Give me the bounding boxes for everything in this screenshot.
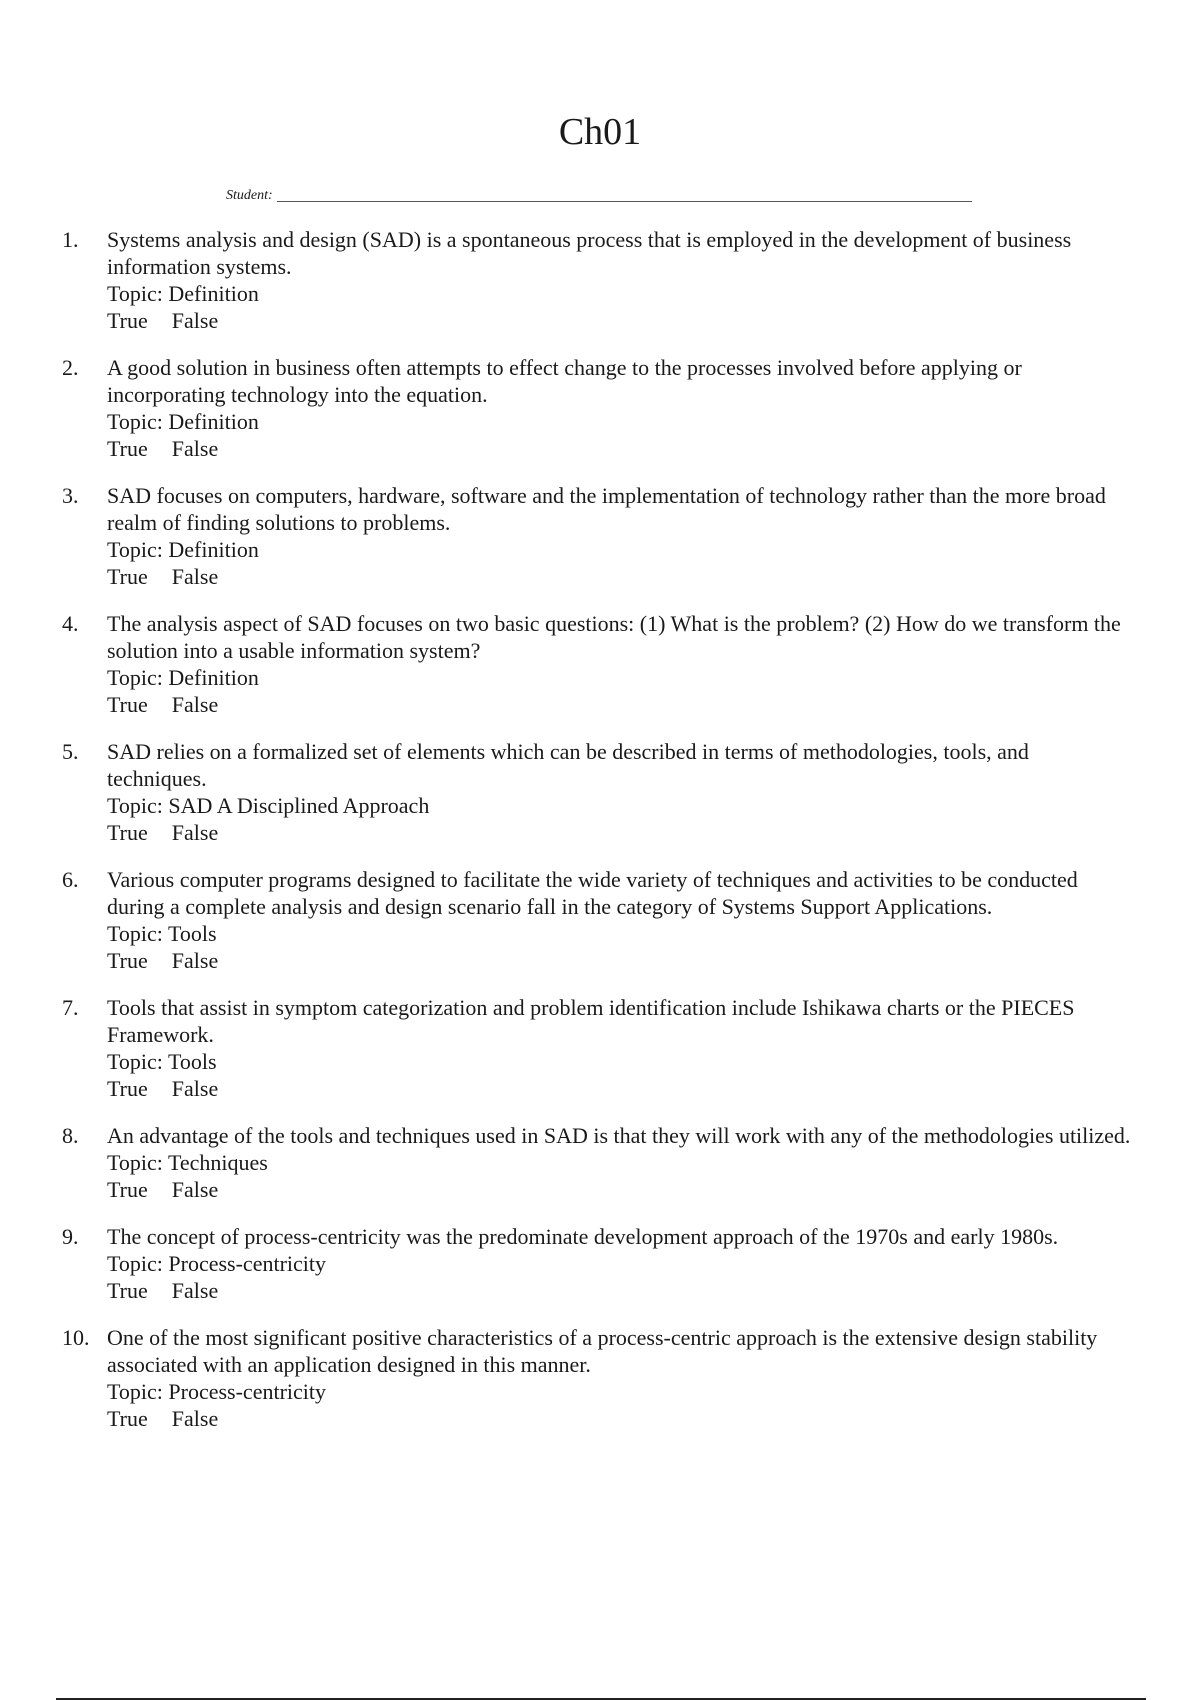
answer-false[interactable]: False [171,1177,219,1202]
question-number: 8. [62,1123,79,1148]
question-item [62,994,1132,1102]
question-item [62,482,1132,590]
answer-false[interactable]: False [171,1278,219,1303]
question-number: 9. [62,1224,79,1249]
question-body [107,866,1132,974]
answer-true[interactable]: True [107,948,148,973]
question-text: SAD focuses on computers, hardware, software and the implementation of technology rather than the more broad realm of finding solutions to problems. [107,483,1106,535]
question-text: An advantage of the tools and techniques used in SAD is that they will work with any of the methodologies utilized. [107,1123,1131,1148]
answer-false[interactable]: False [171,1406,219,1431]
question-number: 6. [62,867,79,892]
question-item [62,226,1132,334]
answer-true[interactable]: True [107,1278,148,1303]
answer-options [107,563,1132,590]
question-body [107,354,1132,462]
question-number: 3. [62,483,79,508]
question-body [107,226,1132,334]
question-item [62,738,1132,846]
answer-true[interactable]: True [107,1177,148,1202]
answer-options [107,435,1132,462]
question-topic: Topic: Tools [107,921,217,946]
question-topic: Topic: Process-centricity [107,1251,327,1276]
question-number: 2. [62,355,79,380]
question-number: 4. [62,611,79,636]
question-item [62,354,1132,462]
page-title: Ch01 [558,111,642,153]
answer-false[interactable]: False [171,1076,219,1101]
question-body [107,1122,1132,1203]
answer-false[interactable]: False [171,564,219,589]
answer-true[interactable]: True [107,308,148,333]
answer-options [107,1176,1132,1203]
question-topic: Topic: Techniques [107,1150,268,1175]
answer-false[interactable]: False [171,820,219,845]
answer-options [107,307,1132,334]
question-topic: Topic: Definition [107,409,259,434]
answer-true[interactable]: True [107,1406,148,1431]
question-text: Various computer programs designed to facilitate the wide variety of techniques and activities to be conducted during a complete analysis and design scenario fall in the category of Systems Support Applications. [107,867,1078,919]
question-body [107,738,1132,846]
answer-false[interactable]: False [171,308,219,333]
question-item [62,610,1132,718]
question-item [62,1122,1132,1203]
question-number: 5. [62,739,79,764]
answer-options [107,691,1132,718]
question-body [107,610,1132,718]
question-text: Systems analysis and design (SAD) is a spontaneous process that is employed in the development of business information systems. [107,227,1072,279]
question-topic: Topic: Process-centricity [107,1379,327,1404]
question-body [107,482,1132,590]
question-topic: Topic: Definition [107,281,259,306]
answer-options [107,1277,1132,1304]
question-text: The analysis aspect of SAD focuses on two basic questions: (1) What is the problem? (2) How do we transform the solution into a usable information system? [107,611,1121,663]
answer-true[interactable]: True [107,692,148,717]
student-name-line[interactable] [277,187,972,202]
question-text: A good solution in business often attempts to effect change to the processes involved before applying or incorporating technology into the equation. [107,355,1022,407]
answer-true[interactable]: True [107,820,148,845]
question-topic: Topic: SAD A Disciplined Approach [107,793,430,818]
question-item [62,1324,1132,1432]
question-text: SAD relies on a formalized set of elements which can be described in terms of methodologies, tools, and techniques. [107,739,1029,791]
answer-options [107,947,1132,974]
answer-true[interactable]: True [107,1076,148,1101]
question-number: 10. [62,1325,90,1350]
answer-false[interactable]: False [171,436,219,461]
answer-options [107,1075,1132,1102]
question-number: 7. [62,995,79,1020]
answer-false[interactable]: False [171,948,219,973]
question-text: The concept of process-centricity was the predominate development approach of the 1970s and early 1980s. [107,1224,1059,1249]
question-number: 1. [62,227,79,252]
question-topic: Topic: Definition [107,665,259,690]
question-body [107,1324,1132,1432]
question-body [107,1223,1132,1304]
answer-true[interactable]: True [107,564,148,589]
question-list [62,226,1132,1452]
question-topic: Topic: Definition [107,537,259,562]
question-topic: Topic: Tools [107,1049,217,1074]
answer-false[interactable]: False [171,692,219,717]
answer-options [107,1405,1132,1432]
question-body [107,994,1132,1102]
question-text: One of the most significant positive characteristics of a process-centric approach is the extensive design stability associated with an application designed in this manner. [107,1325,1098,1377]
student-label: Student: [226,188,273,203]
question-item [62,866,1132,974]
student-name-field[interactable] [226,184,972,204]
question-item [62,1223,1132,1304]
answer-options [107,819,1132,846]
answer-true[interactable]: True [107,436,148,461]
question-text: Tools that assist in symptom categorization and problem identification include Ishikawa charts or the PIECES Framework. [107,995,1075,1047]
